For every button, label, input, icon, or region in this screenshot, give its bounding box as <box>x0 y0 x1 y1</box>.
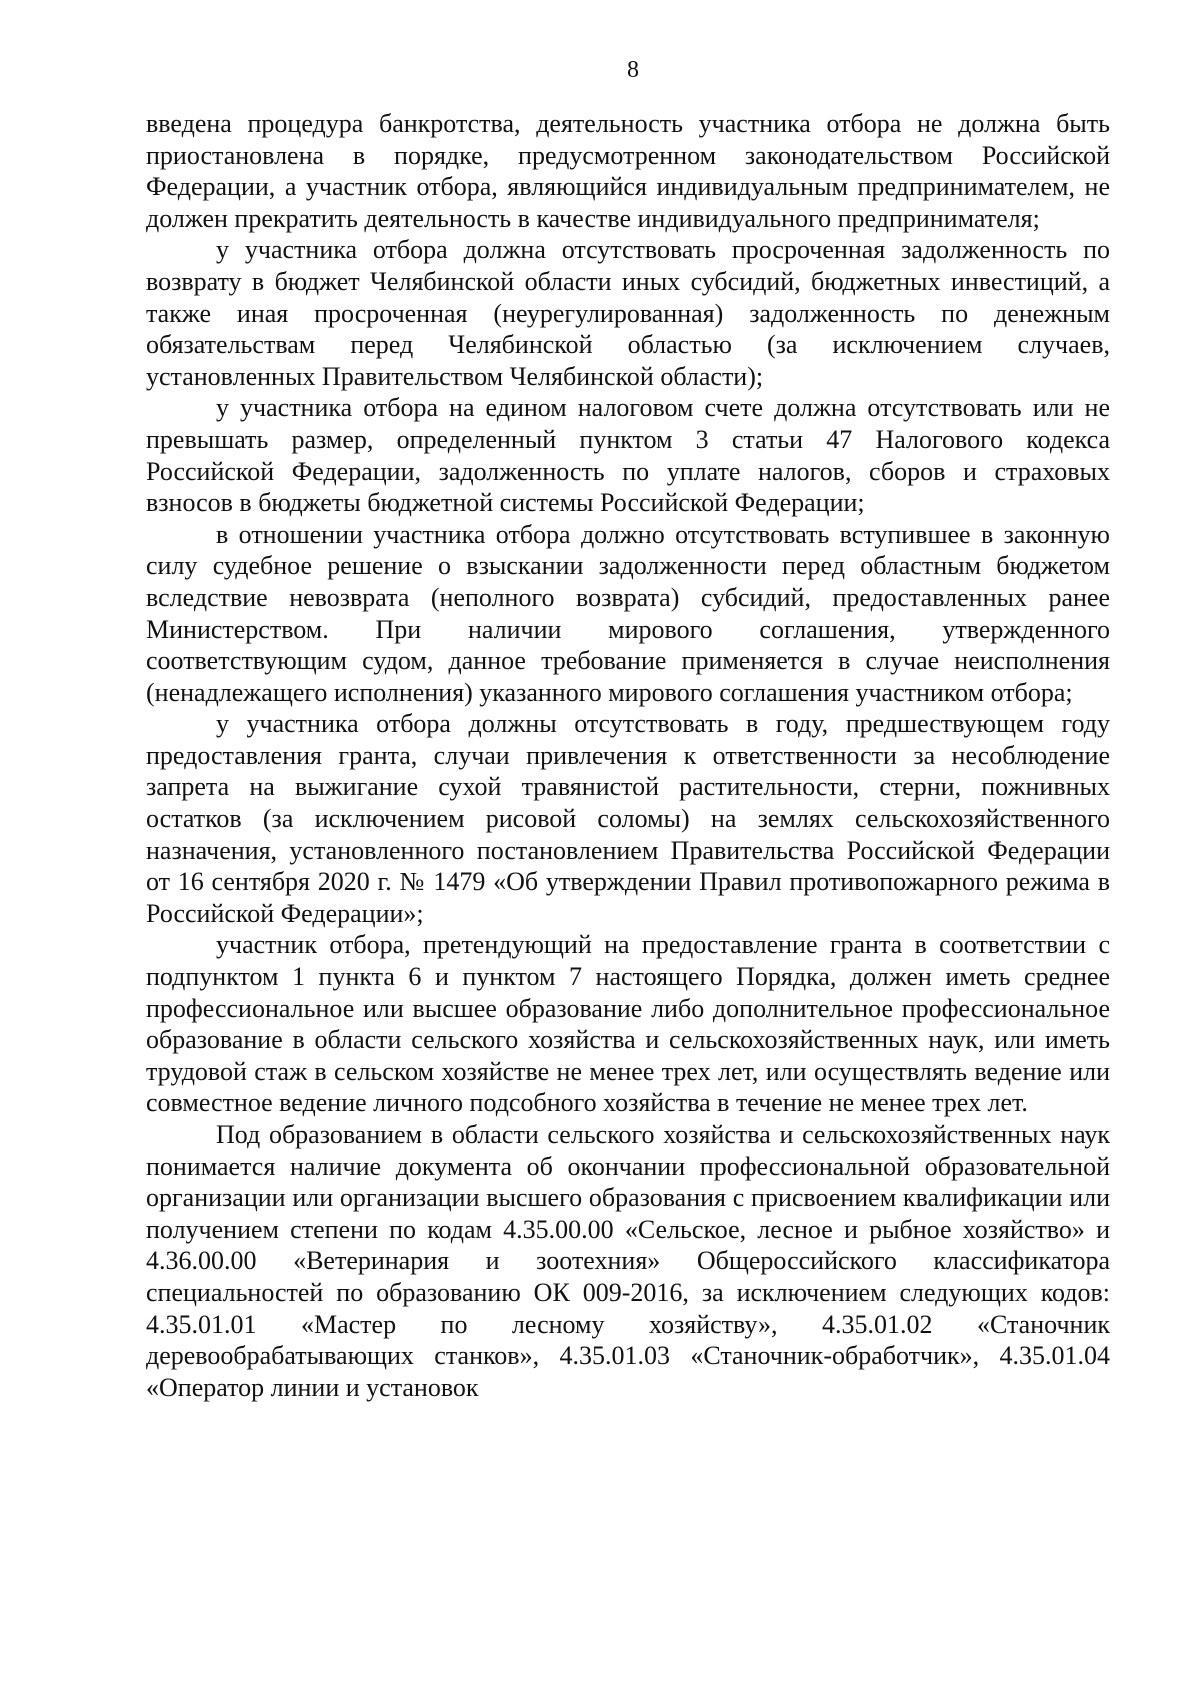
paragraph-tax-debt: у участника отбора на едином налоговом счете должна отсутствовать или не превышать размер, определенный пунктом 3 статьи 47 Налогового кодекса Российской Федерации, задолженность по уплате налогов, сборов и страховых взносов в бюджеты бюджетной системы Российской Федерации; <box>146 393 1110 518</box>
document-body <box>146 108 1110 1403</box>
paragraph-education-requirement: участник отбора, претендующий на предоставление гранта в соответствии с подпунктом 1 пункта 6 и пунктом 7 настоящего Порядка, должен иметь среднее профессиональное или высшее образование либо дополнительное профессиональное образование в области сельского хозяйства и сельскохозяйственных наук, или иметь трудовой стаж в сельском хозяйстве не менее трех лет, или осуществлять ведение или совместное ведение личного подсобного хозяйства в течение не менее трех лет. <box>146 930 1110 1118</box>
page-number: 8 <box>627 57 639 83</box>
paragraph-bankruptcy-continuation: введена процедура банкротства, деятельность участника отбора не должна быть приостановлена в порядке, предусмотренном законодательством Российской Федерации, а участник отбора, являющийся индивидуальным предпринимателем, не должен прекратить деятельность в качестве индивидуального предпринимателя; <box>146 109 1110 233</box>
paragraph-overdue-debt-region: у участника отбора должна отсутствовать просроченная задолженность по возврату в бюджет Челябинской области иных субсидий, бюджетных инвестиций, а также иная просроченная (неурегулированная) задолженность по денежным обязательствам перед Челябинской областью (за исключением случаев, установленных Правительством Челябинской области); <box>146 235 1110 391</box>
paragraph-fire-safety: у участника отбора должны отсутствовать в году, предшествующем году предоставления гранта, случаи привлечения к ответственности за несоблюдение запрета на выжигание сухой травянистой растительности, стерни, пожнивных остатков (за исключением рисовой соломы) на землях сельскохозяйственного назначения, установленного постановлением Правительства Российской Федерации от 16 сентября 2020 г. № 1479 «Об утверждении Правил противопожарного режима в Российской Федерации»; <box>146 709 1110 928</box>
paragraph-education-definition: Под образованием в области сельского хозяйства и сельскохозяйственных наук понимается наличие документа об окончании профессиональной образовательной организации или организации высшего образования с присвоением квалификации или получением степени по кодам 4.35.00.00 «Сельское, лесное и рыбное хозяйство» и 4.36.00.00 «Ветеринария и зоотехния» Общероссийского классификатора специальностей по образованию ОК 009-2016, за исключением следующих кодов: 4.35.01.01 «Мастер по лесному хозяйству», 4.35.01.02 «Станочник деревообрабатывающих станков», 4.35.01.03 «Станочник-обработчик», 4.35.01.04 «Оператор линии и установок <box>146 1120 1110 1402</box>
paragraph-court-decision: в отношении участника отбора должно отсутствовать вступившее в законную силу судебное решение о взыскании задолженности перед областным бюджетом вследствие невозврата (неполного возврата) субсидий, предоставленных ранее Министерством. При наличии мирового соглашения, утвержденного соответствующим судом, данное требование применяется в случае неисполнения (ненадлежащего исполнения) указанного мирового соглашения участником отбора; <box>146 519 1110 707</box>
